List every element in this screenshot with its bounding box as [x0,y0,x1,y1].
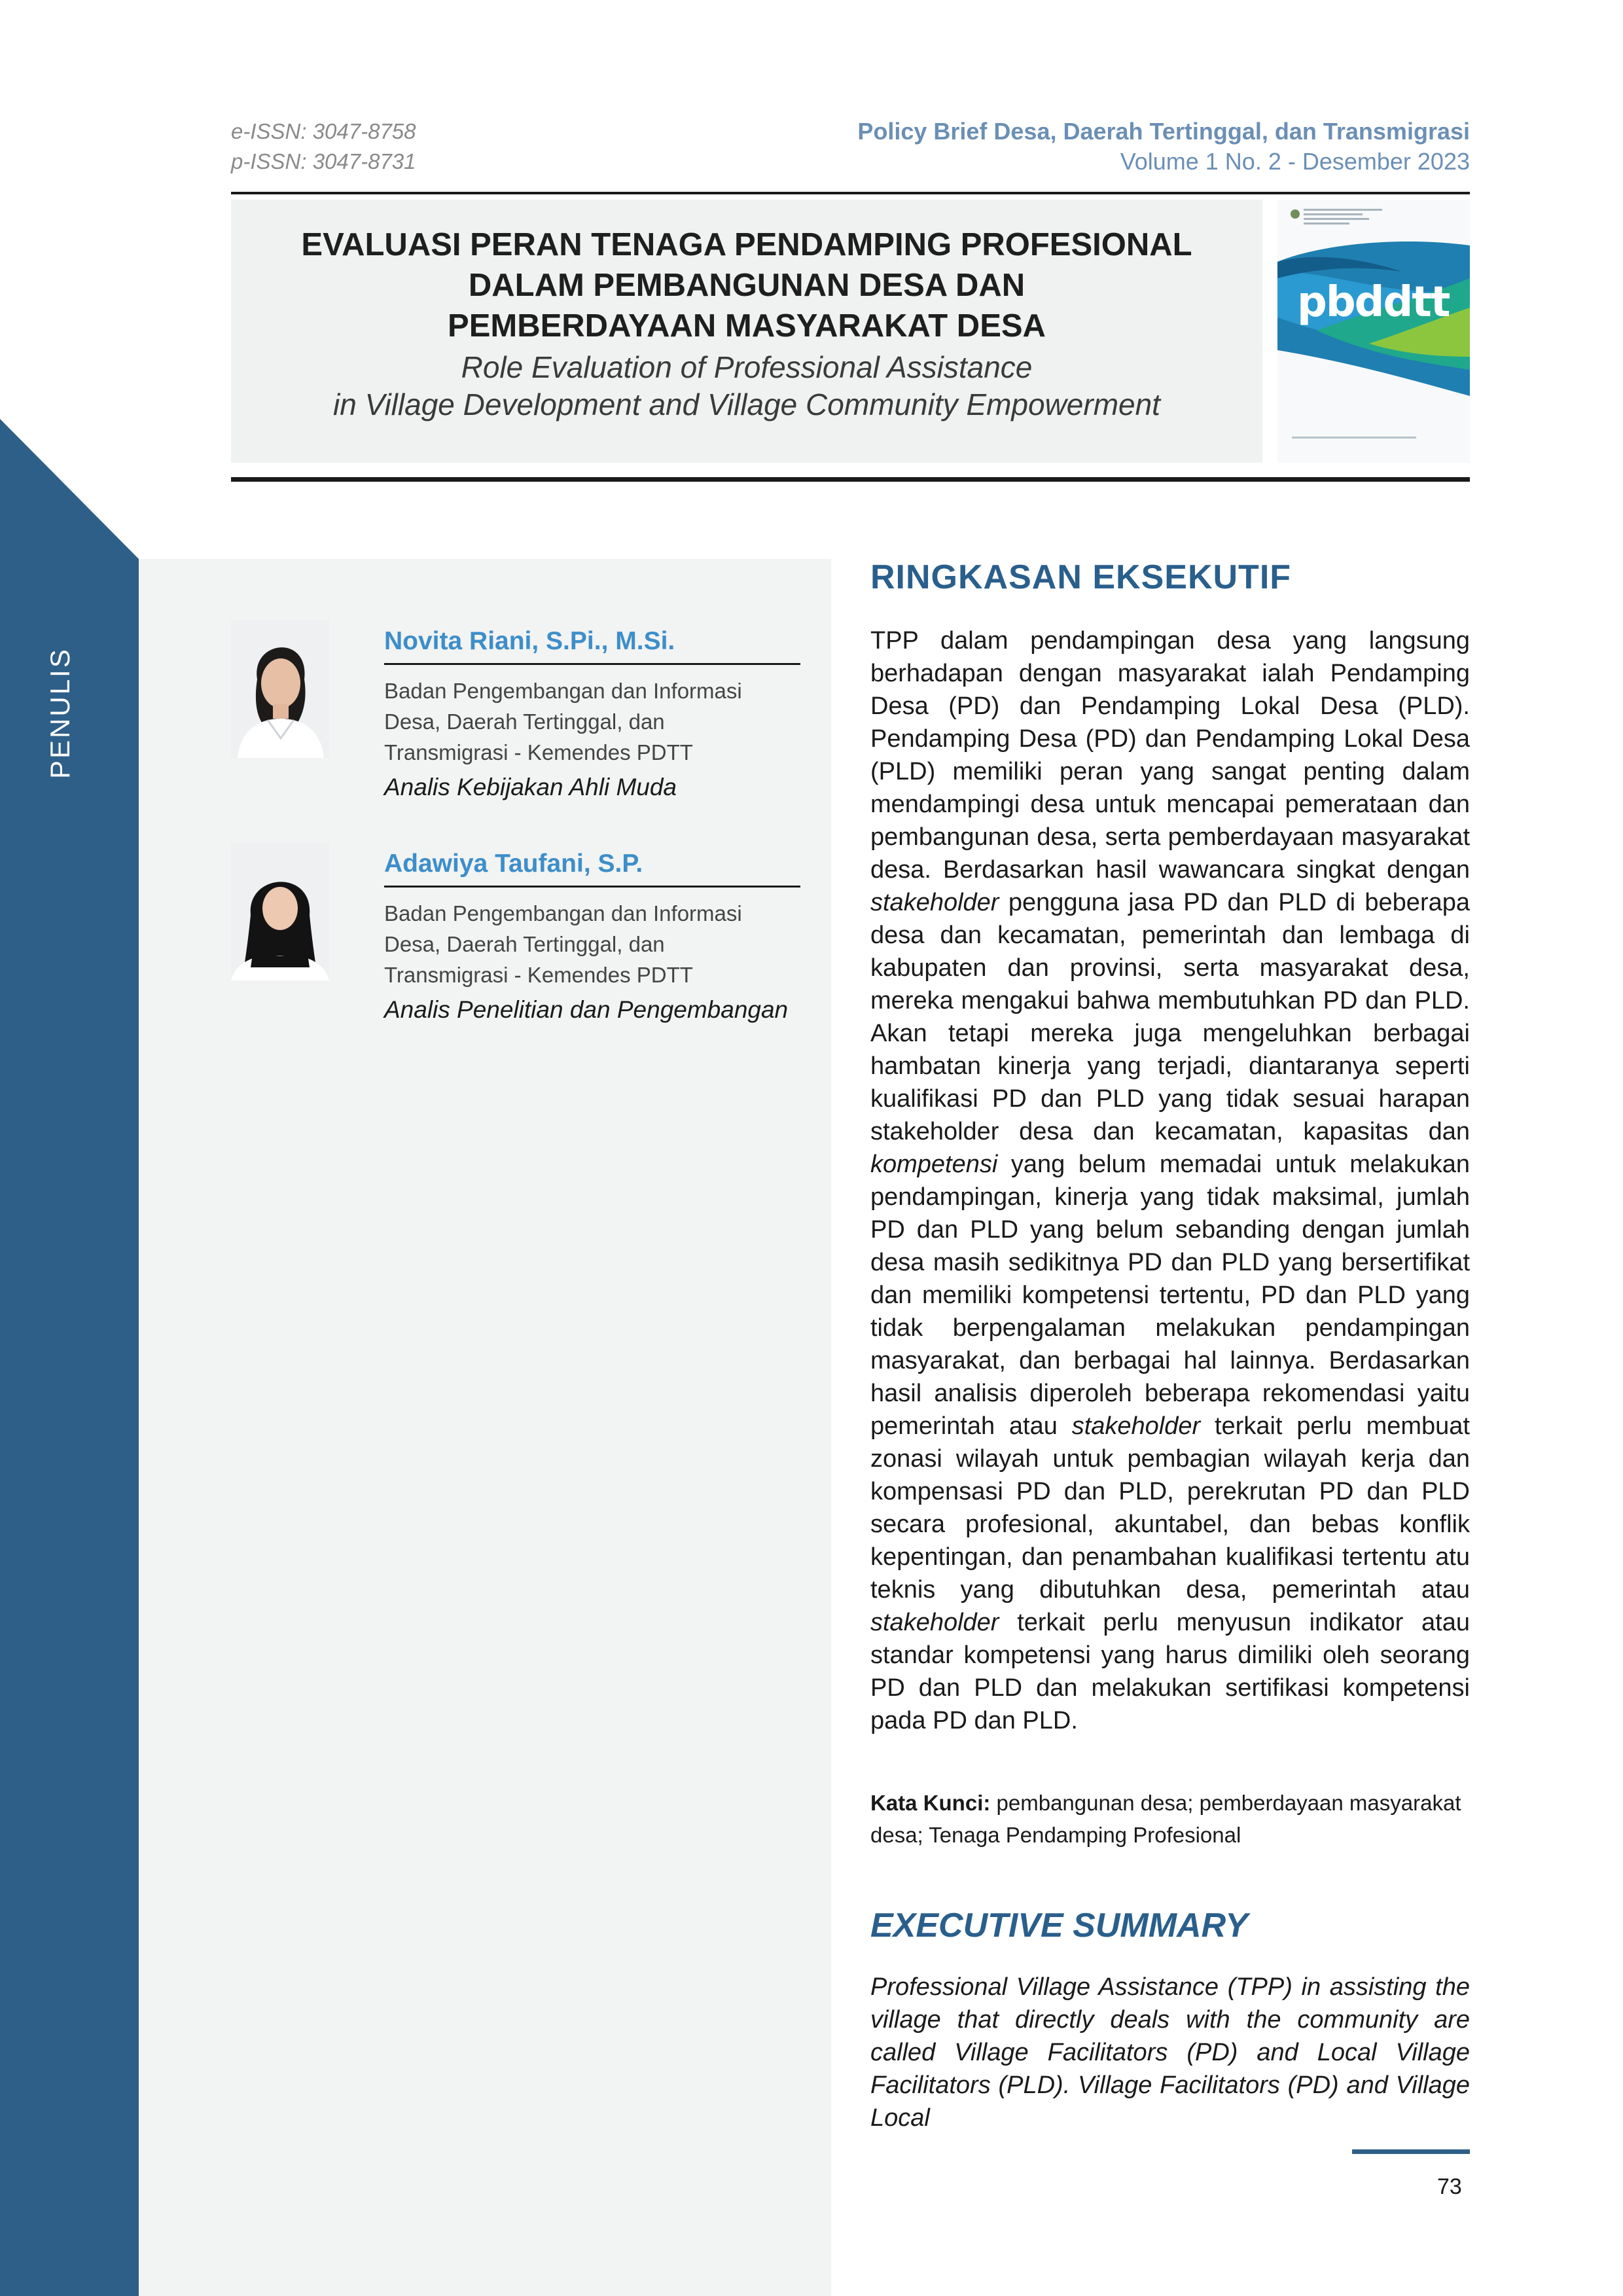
authors-panel [139,559,831,2296]
ringkasan-text-3: yang belum memadai untuk melakukan pendampingan, kinerja yang tidak maksimal, jumlah PD dan PLD yang belum sebanding dengan jumlah desa masih sedikitnya PD dan PLD yang bersertifikat dan memiliki kompetensi tertentu, PD dan PLD yang tidak berpengalaman melakukan pendampingan masyarakat, dan berbagai hal lainnya. Berdasarkan hasil analisis diperoleh beberapa rekomendasi yaitu pemerintah atau [870,1151,1470,1440]
sidebar-label: PENULIS [45,647,75,779]
journal-title: Policy Brief Desa, Daerah Tertinggal, dan Transmigrasi [857,118,1470,145]
ringkasan-heading: RINGKASAN EKSEKUTIF [870,558,1292,596]
title-id-line-3: PEMBERDAYAAN MASYARAKAT DESA [448,308,1046,344]
title-box [231,200,1262,463]
journal-info [857,117,1470,177]
ringkasan-italic-1: stakeholder [870,889,999,916]
author-2-aff-line-1: Badan Pengembangan dan Informasi [384,901,742,925]
ringkasan-text-1: TPP dalam pendampingan desa yang langsung berhadapan dengan masyarakat ialah Pendamping Desa (PD) dan Pendamping Lokal Desa (PLD). Pendamping Desa (PD) dan Pendamping Lokal Desa (PLD) memiliki peran yang sangat penting dalam mendampingi desa untuk mencapai pemerataan dan pembangunan desa, serta pemberdayaan masyarakat desa. Berdasarkan hasil wawancara singkat dengan [870,627,1470,884]
author-role-1: Analis Kebijakan Ahli Muda [384,774,677,800]
author-1-aff-line-2: Desa, Daerah Tertinggal, dan [384,709,665,734]
author-divider-2 [384,886,800,888]
keywords-text: pembangunan desa; pemberdayaan masyarakat desa; Tenaga Pendamping Profesional [870,1791,1461,1847]
page-number: 73 [1437,2174,1462,2199]
author-1-aff-line-1: Badan Pengembangan dan Informasi [384,679,742,703]
cover-footer-line [1292,437,1416,439]
author-2-aff-line-2: Desa, Daerah Tertinggal, dan [384,932,665,956]
author-1-aff-line-3: Transmigrasi - Kemendes PDTT [384,740,693,764]
ringkasan-body [870,624,1470,1737]
sidebar-bar [0,559,139,2296]
ringkasan-italic-2: kompetensi [870,1151,998,1178]
issn-block [231,117,416,177]
author-name-1: Novita Riani, S.Pi., M.Si. [384,627,675,655]
author-name-2: Adawiya Taufani, S.P. [384,850,643,878]
author-role-2: Analis Penelitian dan Pengembangan [384,996,789,1023]
header-divider-top [231,192,1470,194]
title-en-line-1: Role Evaluation of Professional Assistance [461,350,1033,384]
eissn: e-ISSN: 3047-8758 [231,119,416,143]
cover-logo: pbddtt [1297,278,1450,327]
author-photo-1 [231,620,329,758]
title-english [231,349,1262,423]
title-id-line-2: DALAM PEMBANGUNAN DESA DAN [468,268,1026,303]
author-affiliation-2 [384,898,800,990]
keywords-label: Kata Kunci: [870,1791,991,1815]
journal-cover-thumbnail [1277,200,1470,463]
ringkasan-text-4: terkait perlu membuat zonasi wilayah untuk pembagian wilayah kerja dan kompensasi PD dan PLD, perekrutan PD dan PLD secara profesional, akuntabel, dan bebas konflik kepentingan, dan penambahan kualifikasi tertentu atu teknis yang dibutuhkan desa, pemerintah atau [870,1412,1470,1604]
author-divider-1 [384,663,800,665]
ringkasan-italic-4: stakeholder [870,1609,999,1636]
title-en-line-2: in Village Development and Village Community Empowerment [333,387,1160,422]
author-affiliation-1 [384,675,800,768]
cover-wave-graphic [1277,200,1470,463]
pissn: p-ISSN: 3047-8731 [231,149,416,173]
ringkasan-italic-3: stakeholder [1071,1412,1201,1440]
journal-volume: Volume 1 No. 2 - Desember 2023 [1120,148,1470,175]
header-divider-bottom [231,477,1470,482]
author-photo-2 [231,843,329,980]
author-2-aff-line-3: Transmigrasi - Kemendes PDTT [384,963,693,987]
title-indonesian [231,224,1262,346]
title-id-line-1: EVALUASI PERAN TENAGA PENDAMPING PROFESIONAL [301,227,1192,262]
executive-heading: EXECUTIVE SUMMARY [870,1907,1248,1945]
page-number-rule [1352,2149,1470,2154]
sidebar-corner [0,419,139,559]
ringkasan-text-5: terkait perlu menyusun indikator atau standar kompetensi yang harus dimiliki oleh seorang PD dan PLD dan melakukan sertifikasi kompetensi pada PD dan PLD. [870,1609,1470,1734]
executive-body: Professional Village Assistance (TPP) in assisting the village that directly deals with the community are called Village Facilitators (PD) and Local Village Facilitators (PLD). Village Facilitators (PD) and Village Local [870,1973,1470,2132]
keywords [870,1787,1470,1851]
ringkasan-text-2: pengguna jasa PD dan PLD di beberapa desa dan kecamatan, pemerintah dan lembaga di kabupaten dan provinsi, serta masyarakat desa, mereka mengakui bahwa membutuhkan PD dan PLD. Akan tetapi mereka juga mengeluhkan berbagai hambatan kinerja yang terjadi, diantaranya seperti kualifikasi PD dan PLD yang tidak sesuai harapan stakeholder desa dan kecamatan, kapasitas dan [870,889,1470,1145]
